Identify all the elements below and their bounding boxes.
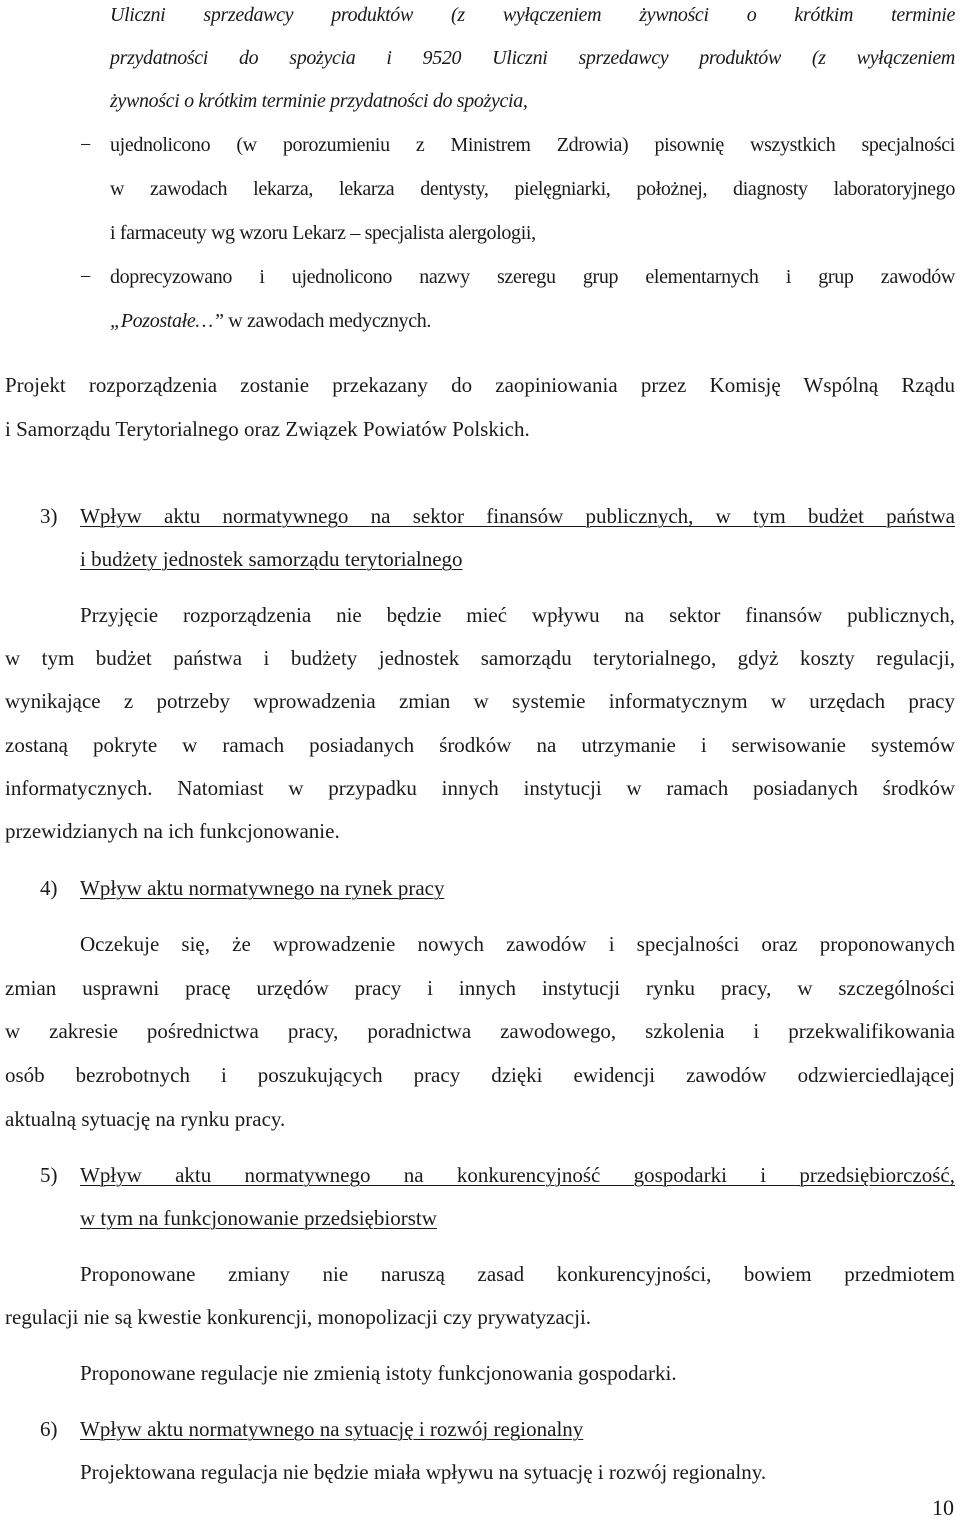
text-line: i farmaceuty wg wzoru Lekarz – specjalista alergologii, bbox=[110, 222, 536, 244]
section-heading: Wpływ aktu normatywnego na rynek pracy bbox=[80, 876, 445, 900]
section-heading: Wpływ aktu normatywnego na sektor finansów publicznych, w tym budżet państwa bbox=[80, 504, 955, 528]
text-line: przewidzianych na ich funkcjonowanie. bbox=[5, 819, 340, 843]
section-heading: i budżety jednostek samorządu terytorialnego bbox=[80, 547, 463, 571]
text-line: osób bezrobotnych i poszukujących pracy dzięki ewidencji zawodów odzwierciedlającej bbox=[5, 1063, 955, 1087]
text-line: w tym budżet państwa i budżety jednostek samorządu terytorialnego, gdyż koszty regulacji, bbox=[5, 646, 955, 670]
list-bullet: − bbox=[80, 134, 92, 156]
section-number: 5) bbox=[40, 1163, 58, 1187]
text-line: Proponowane zmiany nie naruszą zasad konkurencyjności, bowiem przedmiotem bbox=[80, 1262, 955, 1286]
text-line: ujednolicono (w porozumieniu z Ministrem Zdrowia) pisownię wszystkich specjalności bbox=[110, 134, 955, 156]
text-line: doprecyzowano i ujednolicono nazwy szeregu grup elementarnych i grup zawodów bbox=[110, 266, 955, 288]
text-line: aktualną sytuację na rynku pracy. bbox=[5, 1107, 286, 1131]
text-line: Projekt rozporządzenia zostanie przekazany do zaopiniowania przez Komisję Wspólną Rządu bbox=[5, 373, 955, 397]
section-heading: Wpływ aktu normatywnego na sytuację i rozwój regionalny bbox=[80, 1417, 584, 1441]
section-heading: w tym na funkcjonowanie przedsiębiorstw bbox=[80, 1206, 437, 1230]
section-number: 4) bbox=[40, 876, 58, 900]
text-line: w zakresie pośrednictwa pracy, poradnictwa zawodowego, szkolenia i przekwalifikowania bbox=[5, 1019, 955, 1043]
text-line: wynikające z potrzeby wprowadzenia zmian w systemie informatycznym w urzędach pracy bbox=[5, 689, 955, 713]
section-heading: Wpływ aktu normatywnego na konkurencyjność gospodarki i przedsiębiorczość, bbox=[80, 1163, 955, 1187]
text-line: Uliczni sprzedawcy produktów (z wyłączeniem żywności o krótkim terminie bbox=[110, 4, 955, 26]
text-line: Oczekuje się, że wprowadzenie nowych zawodów i specjalności oraz proponowanych bbox=[80, 932, 955, 956]
quoted-italic-term: „Pozostałe…” bbox=[110, 310, 224, 332]
text-line: informatycznych. Natomiast w przypadku innych instytucji w ramach posiadanych środków bbox=[5, 776, 955, 800]
list-bullet: − bbox=[80, 266, 92, 288]
text-line: i Samorządu Terytorialnego oraz Związek Powiatów Polskich. bbox=[5, 417, 530, 441]
page-number: 10 bbox=[932, 1495, 954, 1520]
text-line: zostaną pokryte w ramach posiadanych środków na utrzymanie i serwisowanie systemów bbox=[5, 733, 955, 757]
text-line: regulacji nie są kwestie konkurencji, monopolizacji czy prywatyzacji. bbox=[5, 1305, 592, 1329]
section-number: 6) bbox=[40, 1417, 58, 1441]
text-line: zmian usprawni pracę urzędów pracy i innych instytucji rynku pracy, w szczególności bbox=[5, 976, 955, 1000]
text-line: „Pozostałe…” w zawodach medycznych. bbox=[110, 310, 432, 332]
text-line: w zawodach lekarza, lekarza dentysty, pielęgniarki, położnej, diagnosty laboratoryjnego bbox=[110, 178, 955, 200]
section-number: 3) bbox=[40, 504, 58, 528]
text-line: przydatności do spożycia i 9520 Uliczni sprzedawcy produktów (z wyłączeniem bbox=[110, 47, 955, 69]
text-line: Proponowane regulacje nie zmienią istoty funkcjonowania gospodarki. bbox=[80, 1361, 677, 1385]
text-line: Projektowana regulacja nie będzie miała wpływu na sytuację i rozwój regionalny. bbox=[80, 1460, 767, 1484]
text-line: Przyjęcie rozporządzenia nie będzie mieć wpływu na sektor finansów publicznych, bbox=[80, 603, 955, 627]
text-line: żywności o krótkim terminie przydatności do spożycia, bbox=[110, 90, 528, 112]
